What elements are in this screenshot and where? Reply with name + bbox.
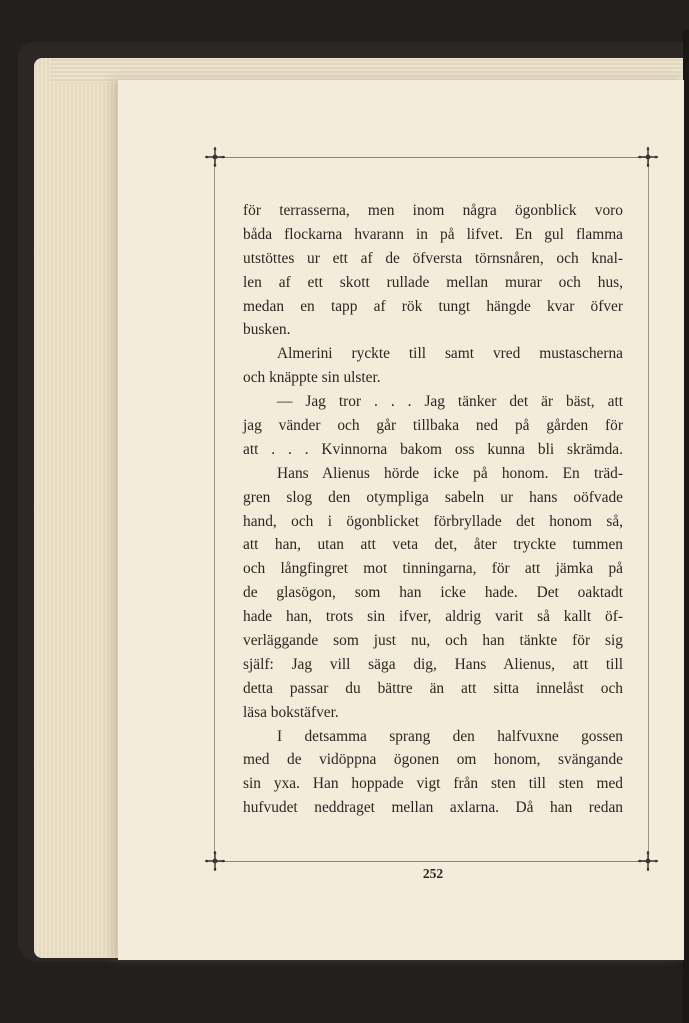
text-line: hufvudet neddraget mellan axlarna. Då han redan xyxy=(243,799,623,817)
text-line: gren slog den otympliga sabeln ur hans oöfvade xyxy=(243,488,623,506)
text-line: Almerini ryckte till samt vred mustascherna xyxy=(277,345,623,363)
text-line: detta passar du bättre än att sitta innelåst och xyxy=(243,679,623,697)
text-line: själf: Jag vill säga dig, Hans Alienus, att till xyxy=(243,655,623,673)
frame-rule-bottom xyxy=(215,861,647,862)
page-number: 252 xyxy=(422,866,444,881)
text-line: läsa bokstäfver. xyxy=(243,703,339,721)
text-line: sin yxa. Han hoppade vigt från sten till sten med xyxy=(243,775,623,793)
text-line: medan en tapp af rök tungt hängde kvar öfver xyxy=(243,297,623,315)
cross-ornament-icon xyxy=(635,144,661,170)
frame-rule-left xyxy=(214,157,215,861)
text-line: att . . . Kvinnorna bakom oss kunna bli skrämda. xyxy=(243,440,623,458)
text-line: och långfingret mot tinningarna, för att jämka på xyxy=(243,560,623,578)
text-line: jag vänder och går tillbaka ned på gården för xyxy=(243,417,623,435)
text-line: — Jag tror . . . Jag tänker det är bäst, att xyxy=(277,393,623,411)
frame-rule-top xyxy=(215,157,647,158)
text-line: och knäppte sin ulster. xyxy=(243,369,381,387)
text-line: verläggande som just nu, och han tänkte för sig xyxy=(243,632,623,650)
text-line: hade han, trots sin ifver, aldrig varit så kallt öf- xyxy=(243,608,623,626)
text-line: utstöttes ur ett af de öfversta törnsnåren, och knal- xyxy=(243,249,623,267)
page-body-text xyxy=(243,199,623,820)
text-line: I detsamma sprang den halfvuxne gossen xyxy=(277,727,623,745)
text-line: för terrasserna, men inom några ögonblick voro xyxy=(243,202,623,219)
frame-rule-right xyxy=(648,157,649,861)
text-line: med de vidöppna ögonen om honom, svängande xyxy=(243,751,623,769)
text-line: hand, och i ögonblicket förbryllade det honom så, xyxy=(243,512,623,530)
text-line: len af ett skott rullade mellan murar och hus, xyxy=(243,273,623,291)
text-line: att han, utan att veta det, åter tryckte tummen xyxy=(243,536,623,554)
cross-ornament-icon xyxy=(202,144,228,170)
text-line: de glasögon, som han icke hade. Det oaktadt xyxy=(243,584,623,602)
text-line: Hans Alienus hörde icke på honom. En träd- xyxy=(277,464,623,482)
cross-ornament-icon xyxy=(202,848,228,874)
top-page-edges xyxy=(50,58,689,82)
text-line: båda flockarna hvarann in på lifvet. En gul flamma xyxy=(243,225,623,243)
cross-ornament-icon xyxy=(635,848,661,874)
text-line: busken. xyxy=(243,321,291,339)
